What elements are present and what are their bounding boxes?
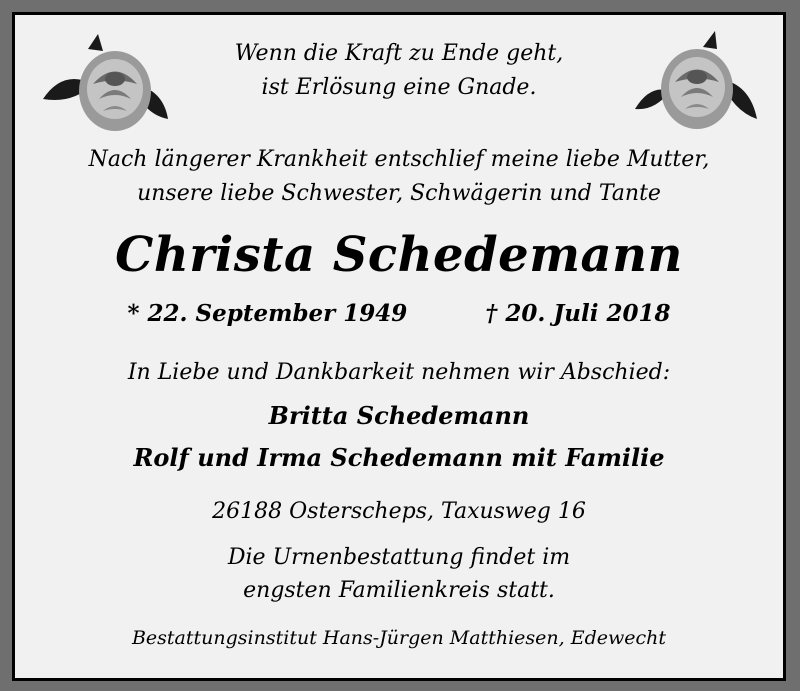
mourner-1: Britta Schedemann bbox=[268, 401, 530, 430]
death-date: † 20. Juli 2018 bbox=[485, 300, 671, 327]
verse-line-2: ist Erlösung eine Gnade. bbox=[261, 75, 537, 100]
farewell-text: In Liebe und Dankbarkeit nehmen wir Abschied: bbox=[127, 360, 671, 385]
life-dates bbox=[15, 300, 783, 327]
deceased-name: Christa Schedemann bbox=[115, 227, 683, 283]
burial-note-2: engsten Familienkreis statt. bbox=[243, 578, 555, 603]
intro-line-1: Nach längerer Krankheit entschlief meine liebe Mutter, bbox=[88, 147, 710, 172]
verse-line-1: Wenn die Kraft zu Ende geht, bbox=[234, 41, 564, 66]
intro-line-2: unsere liebe Schwester, Schwägerin und Tante bbox=[137, 181, 661, 206]
burial-note-1: Die Urnenbestattung findet im bbox=[227, 545, 571, 570]
obituary-card bbox=[12, 12, 786, 681]
funeral-home: Bestattungsinstitut Hans-Jürgen Matthiesen, Edewecht bbox=[131, 627, 667, 649]
birth-date: * 22. September 1949 bbox=[127, 300, 408, 327]
mourner-2: Rolf und Irma Schedemann mit Familie bbox=[133, 443, 665, 472]
address: 26188 Osterscheps, Taxusweg 16 bbox=[212, 499, 586, 524]
